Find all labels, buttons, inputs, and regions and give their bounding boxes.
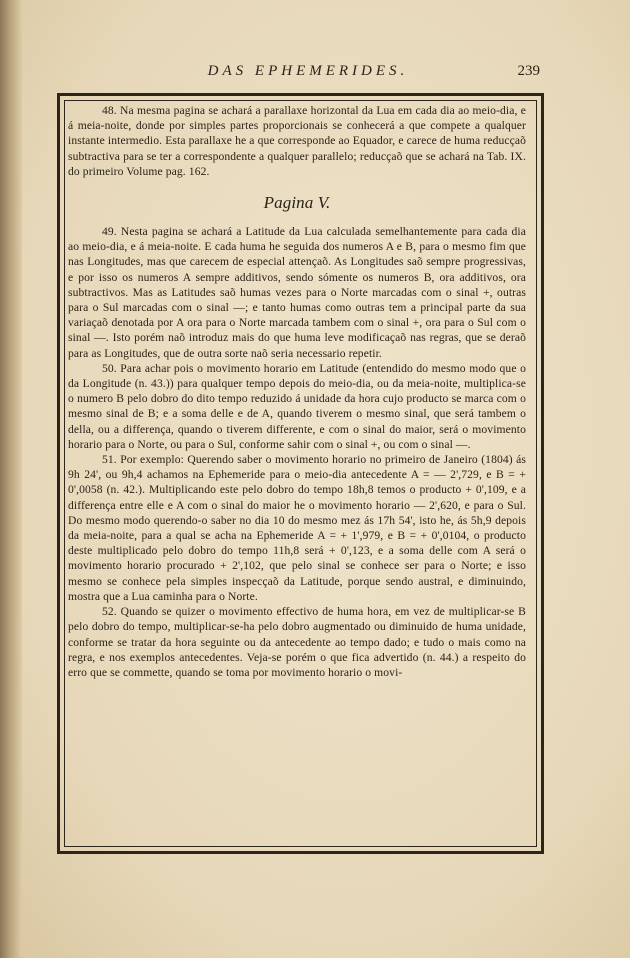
- paragraph-49: 49. Nesta pagina se achará a Latitude da Lua calculada semelhantemente para cada dia ao meio-dia, e á meia-noite. E cada huma he seguida dos numeros A e B, para o mesmo fim que nas Longitudes, mas que carecem de especial attençaõ. As Longitudes saõ sempre progressivas, e por isso os numeros A sempre additivos, sendo sómente os numeros B, ora additivos, ora subtractivos. Mas as Latitudes saõ humas vezes para o Norte marcadas com o sinal +, outras para o Sul marcadas com o sinal —; e tanto humas como outras tem a principal parte da sua variaçaõ denotada por A ora para o Norte marcada tambem com o sinal +, ora para o Sul com o sinal —. Isto porém naõ introduz mais do que huma leve modificaçaõ nas regras, que se deraõ para as Longitudes, que de outra sorte naõ seria necessario repetir.: [68, 225, 526, 360]
- running-head: [0, 63, 630, 87]
- page-number: 239: [517, 63, 540, 79]
- running-title: DAS EPHEMERIDES.: [207, 63, 409, 79]
- paragraph-51: 51. Por exemplo: Querendo saber o movimento horario no primeiro de Janeiro (1804) ás 9h 24', ou 9h,4 achamos na Ephemeride para o meio-dia antecedente A = — 2',729, e B = + 0',0058 (n. 42.). Multiplicando este pelo dobro do tempo 18h,8 temos o producto + 0',109, e a differença entre elle e A com o sinal do maior he o movimento horario — 2',620, e para o Sul. Do mesmo modo querendo-o saber no dia 10 do mesmo mez ás 17h 54', isto he, ás 5h,9 depois da meia-noite, para a qual se acha na Ephemeride A = + 1',979, e B = + 0',0104, o producto deste multiplicado pelo dobro do tempo 11h,8 será + 0',123, e a soma delle com A será o movimento horario procurado + 2',102, que pelo sinal se conhece ser para o Norte; e isso mesmo se conhece pela simples inspecçaõ da Latitude, porque sendo austral, e diminuindo, mostra que a Lua caminha para o Norte.: [68, 453, 526, 603]
- paragraph-52: 52. Quando se quizer o movimento effectivo de huma hora, em vez de multiplicar-se B pelo dobro do tempo, multiplicar-se-ha pelo dobro augmentado ou diminuido de huma unidade, conforme se tratar da hora seguinte ou da antecedente ao tempo dado; e tudo o mais como na regra, e nos exemplos antecedentes. Veja-se porém o que fica advertido (n. 44.) a respeito do erro que se commette, quando se toma por movimento horario o movi-: [68, 605, 526, 679]
- paragraph-48: 48. Na mesma pagina se achará a parallaxe horizontal da Lua em cada dia ao meio-dia, e á meia-noite, donde por simples partes proporcionais se conhecerá a que compete a qualquer instante intermedio. Esta parallaxe he a que corresponde ao Equador, e carece de huma reducçaõ subtractiva para se ter a correspondente a qualquer parallelo; reducçaõ que se achará na Tab. IX. do primeiro Volume pag. 162.: [68, 104, 526, 178]
- section-heading: Pagina V.: [263, 193, 331, 213]
- page-gutter-shadow: [0, 0, 22, 958]
- paragraph-50: 50. Para achar pois o movimento horario em Latitude (entendido do mesmo modo que o da Longitude (n. 43.)) para qualquer tempo depois do meio-dia, ou da meia-noite, multiplica-se o numero B pelo dobro do dito tempo reduzido á unidade da hora cujo producto se marca com o mesmo sinal de B; e a soma delle e de A, quando tiverem o mesmo sinal, que será tambem o della, ou a differença, quando o tiverem differente, e com o sinal do maior, será o movimento horario para o Norte, ou para o Sul, conforme sahir com o sinal +, ou com o sinal —.: [68, 361, 526, 451]
- body-text: [68, 103, 526, 680]
